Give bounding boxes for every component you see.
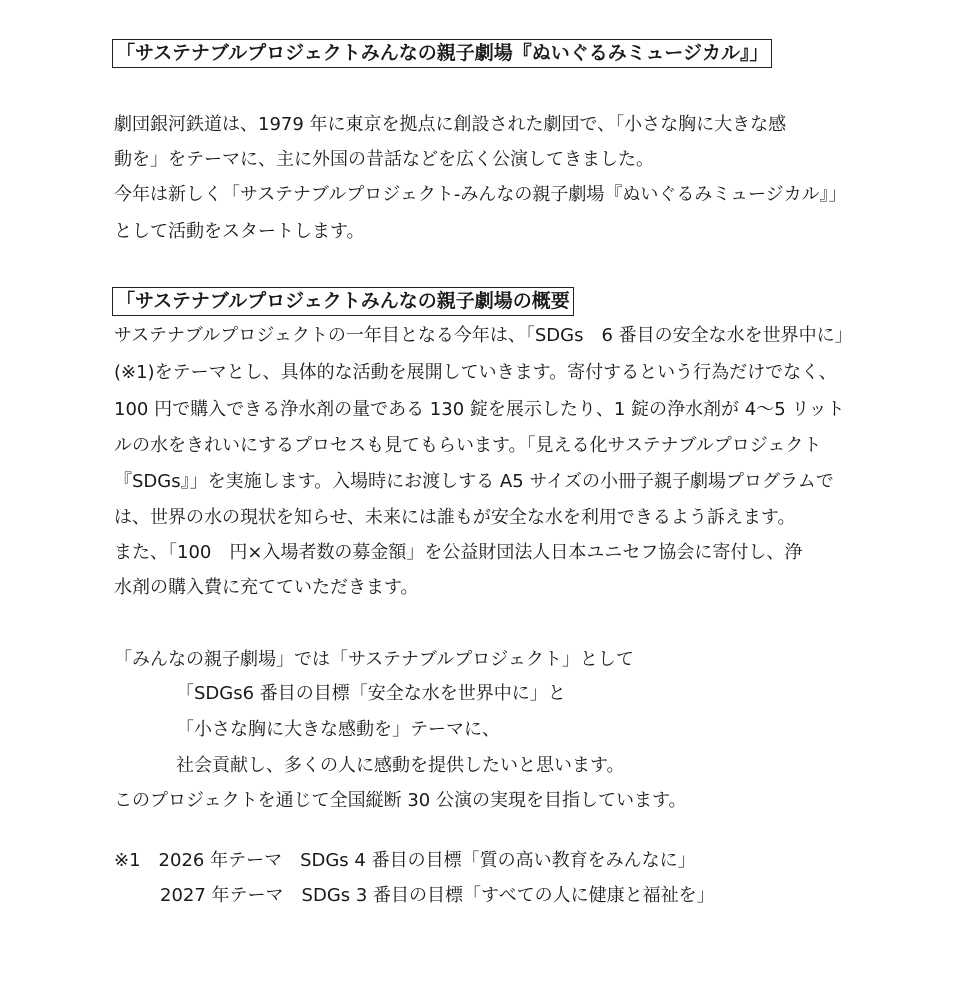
intro-line: 劇団銀河鉄道は、1979 年に東京を拠点に創設された劇団で、「小さな胸に大きな感	[114, 114, 787, 135]
overview-line: (※1)をテーマとし、具体的な活動を展開していきます。寄付するという行為だけでなく、	[114, 362, 837, 383]
overview-line: 『SDGs』」を実施します。入場時にお渡しする A5 サイズの小冊子親子劇場プログラムで	[114, 471, 834, 492]
statement-indented-line: 社会貢献し、多くの人に感動を提供したいと思います。	[176, 755, 625, 776]
statement-indented-line: 「小さな胸に大きな感動を」テーマに、	[176, 719, 500, 740]
note-line: ※1 2026 年テーマ SDGs 4 番目の目標「質の高い教育をみんなに」	[114, 850, 696, 871]
section-heading-overview: 「サステナブルプロジェクトみんなの親子劇場の概要	[112, 287, 574, 316]
statement-indented-line: 「SDGs6 番目の目標「安全な水を世界中に」と	[176, 683, 566, 704]
statement-line: 「みんなの親子劇場」では「サステナブルプロジェクト」として	[114, 649, 634, 670]
overview-line: 水剤の購入費に充てていただきます。	[114, 577, 419, 598]
page-title: 「サステナブルプロジェクトみんなの親子劇場『ぬいぐるみミュージカル』」	[112, 39, 772, 68]
note-line: 2027 年テーマ SDGs 3 番目の目標「すべての人に健康と福祉を」	[160, 885, 715, 906]
overview-line: ルの水をきれいにするプロセスも見てもらいます。「見える化サステナブルプロジェクト	[114, 435, 822, 456]
intro-line: 今年は新しく「サステナブルプロジェクト-みんなの親子劇場『ぬいぐるみミュージカル』」	[114, 184, 847, 205]
overview-line: は、世界の水の現状を知らせ、未来には誰もが安全な水を利用できるよう訴えます。	[114, 507, 796, 528]
statement-closing: このプロジェクトを通じて全国縦断 30 公演の実現を目指しています。	[114, 790, 687, 811]
overview-line: 100 円で購入できる浄水剤の量である 130 錠を展示したり、1 錠の浄水剤が 4～5 リット	[114, 399, 845, 420]
intro-line: 動を」をテーマに、主に外国の昔話などを広く公演してきました。	[114, 149, 654, 170]
overview-line: また、「100 円×入場者数の募金額」を公益財団法人日本ユニセフ協会に寄付し、浄	[114, 542, 803, 563]
intro-line: として活動をスタートします。	[114, 221, 365, 242]
overview-line: サステナブルプロジェクトの一年目となる今年は、「SDGs 6 番目の安全な水を世界中に」	[114, 325, 853, 346]
